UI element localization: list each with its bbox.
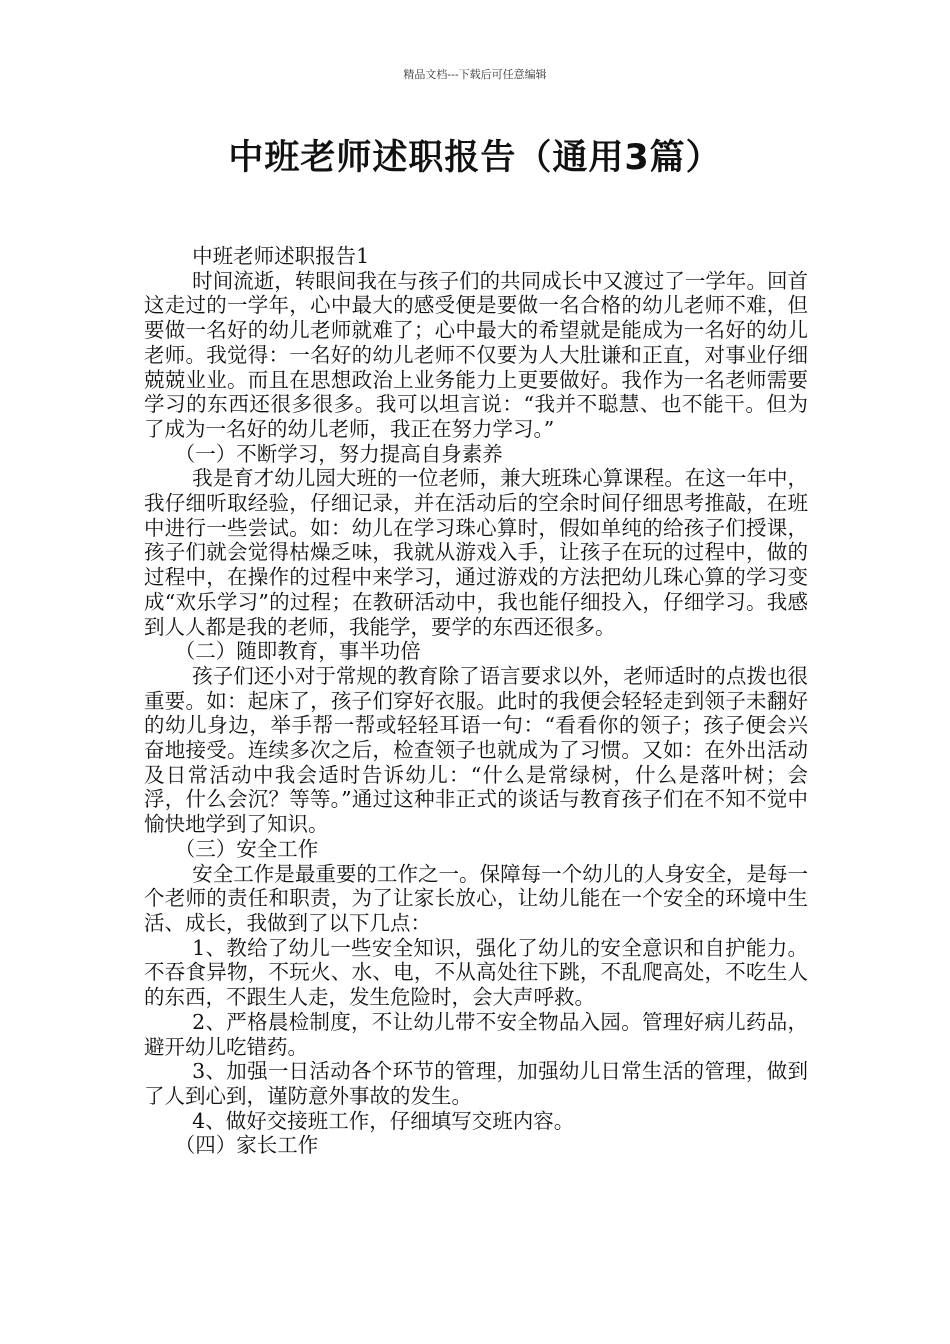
report-heading: 中班老师述职报告1 [192, 244, 370, 268]
section-heading-3: （三）安全工作 [174, 836, 319, 861]
section-heading-1: （一）不断学习，努力提高自身素养 [174, 441, 503, 466]
header-note: 精品文档---下载后可任意编辑 [403, 68, 547, 81]
document-title: 中班老师述职报告（通用3篇） [228, 138, 722, 178]
list-item: 2、严格晨检制度，不让幼儿带不安全物品入园。管理好病儿药品，避开幼儿吃错药。 [144, 1009, 808, 1059]
list-item: 3、加强一日活动各个环节的管理，加强幼儿日常生活的管理，做到了人到心到，谨防意外事故的发生。 [144, 1059, 808, 1108]
section-heading-4: （四）家长工作 [174, 1133, 319, 1158]
list-item: 4、做好交接班工作，仔细填写交班内容。 [192, 1108, 575, 1133]
section-paragraph-1: 我是育才幼儿园大班的一位老师，兼大班珠心算课程。在这一年中，我仔细听取经验，仔细记录，并在活动后的空余时间仔细思考推敲，在班中进行一些尝试。如：幼儿在学习珠心算时，假如单纯的给孩子们授课，孩子们就会觉得枯燥乏味，我就从游戏入手，让孩子在玩的过程中，做的过程中，在操作的过程中来学习，通过游戏的方法把幼儿珠心算的学习变成“欢乐学习”的过程；在教研活动中，我也能仔细投入，仔细学习。我感到人人都是我的老师，我能学，要学的东西还很多。 [144, 466, 808, 639]
section-paragraph-3: 安全工作是最重要的工作之一。保障每一个幼儿的人身安全，是每一个老师的责任和职责，为了让家长放心，让幼儿能在一个安全的环境中生活、成长，我做到了以下几点： [144, 861, 808, 935]
intro-paragraph: 时间流逝，转眼间我在与孩子们的共同成长中又渡过了一学年。回首这走过的一学年，心中最大的感受便是要做一名合格的幼儿老师不难，但要做一名好的幼儿老师就难了；心中最大的希望就是能成为一名好的幼儿老师。我觉得：一名好的幼儿老师不仅要为人大肚谦和正直，对事业仔细兢兢业业。而且在思想政治上业务能力上更要做好。我作为一名老师需要学习的东西还很多很多。我可以坦言说：“我并不聪慧、也不能干。但为了成为一名好的幼儿老师，我正在努力学习。” [144, 268, 808, 441]
list-item: 1、教给了幼儿一些安全知识，强化了幼儿的安全意识和自护能力。不吞食异物，不玩火、水、电，不从高处往下跳，不乱爬高处，不吃生人的东西，不跟生人走，发生危险时，会大声呼救。 [144, 935, 808, 1010]
section-heading-2: （二）随即教育，事半功倍 [174, 639, 421, 664]
section-paragraph-2: 孩子们还小对于常规的教育除了语言要求以外，老师适时的点拨也很重要。如：起床了，孩子们穿好衣服。此时的我便会轻轻走到领子未翻好的幼儿身边，举手帮一帮或轻轻耳语一句：“看看你的领子；孩子便会兴奋地接受。连续多次之后，检查领子也就成为了习惯。又如：在外出活动及日常活动中我会适时告诉幼儿：“什么是常绿树，什么是落叶树；会浮，什么会沉？等等。”通过这种非正式的谈话与教育孩子们在不知不觉中愉快地学到了知识。 [144, 663, 808, 837]
document-body [144, 244, 808, 1158]
